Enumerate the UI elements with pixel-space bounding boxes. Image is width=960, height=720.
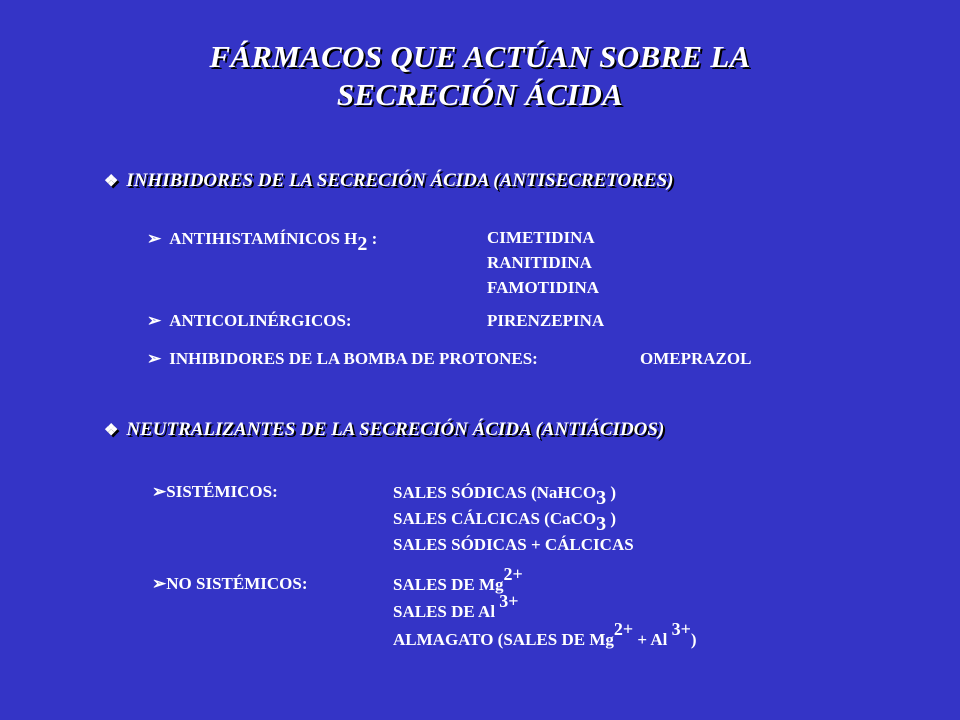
anticolinergicos-label: ➢ ANTICOLINÉRGICOS: (147, 311, 352, 330)
title-line-2: SECRECIÓN ÁCIDA (336, 77, 624, 112)
diamond-bullet-icon: ❖ (104, 422, 119, 439)
sistemicos-item-1: SALES SÓDICAS (NaHCO3 ) (393, 483, 617, 509)
drug-cimetidina: CIMETIDINA (487, 228, 595, 247)
diamond-bullet-icon: ❖ (104, 173, 119, 190)
sistemicos-label: ➢SISTÉMICOS: (152, 482, 278, 501)
no-sistemicos-label: ➢NO SISTÉMICOS: (152, 574, 308, 593)
drug-omeprazol: OMEPRAZOL (640, 349, 752, 368)
drug-ranitidina: RANITIDINA (487, 253, 592, 272)
sistemicos-item-2: SALES CÁLCICAS (CaCO3 ) (393, 509, 617, 535)
sistemicos-item-3: SALES SÓDICAS + CÁLCICAS (393, 535, 634, 554)
drug-pirenzepina: PIRENZEPINA (487, 311, 605, 330)
no-sistemicos-item-3: ALMAGATO (SALES DE Mg2+ + Al 3+) (393, 619, 697, 649)
arrow-bullet-icon: ➢ (147, 311, 162, 330)
section-antisecretores-heading (104, 170, 673, 192)
arrow-bullet-icon: ➢ (147, 229, 162, 248)
section-antiacidos-heading (104, 419, 664, 441)
arrow-bullet-icon: ➢ (152, 574, 167, 593)
section-heading-text: NEUTRALIZANTES DE LA SECRECIÓN ÁCIDA (ANTIÁCIDOS) (126, 419, 665, 440)
section-heading-text: INHIBIDORES DE LA SECRECIÓN ÁCIDA (ANTISECRETORES) (126, 170, 674, 191)
antihistaminicos-label: ➢ ANTIHISTAMÍNICOS H2 : (147, 229, 378, 255)
title-line-1: FÁRMACOS QUE ACTÚAN SOBRE LA (209, 39, 751, 74)
slide-title (0, 38, 960, 114)
no-sistemicos-item-2: SALES DE Al 3+ (393, 591, 519, 621)
arrow-bullet-icon: ➢ (147, 349, 162, 368)
ibp-label: ➢ INHIBIDORES DE LA BOMBA DE PROTONES: (147, 349, 538, 368)
drug-famotidina: FAMOTIDINA (487, 278, 600, 297)
arrow-bullet-icon: ➢ (152, 482, 167, 501)
no-sistemicos-item-1: SALES DE Mg2+ (393, 564, 523, 594)
